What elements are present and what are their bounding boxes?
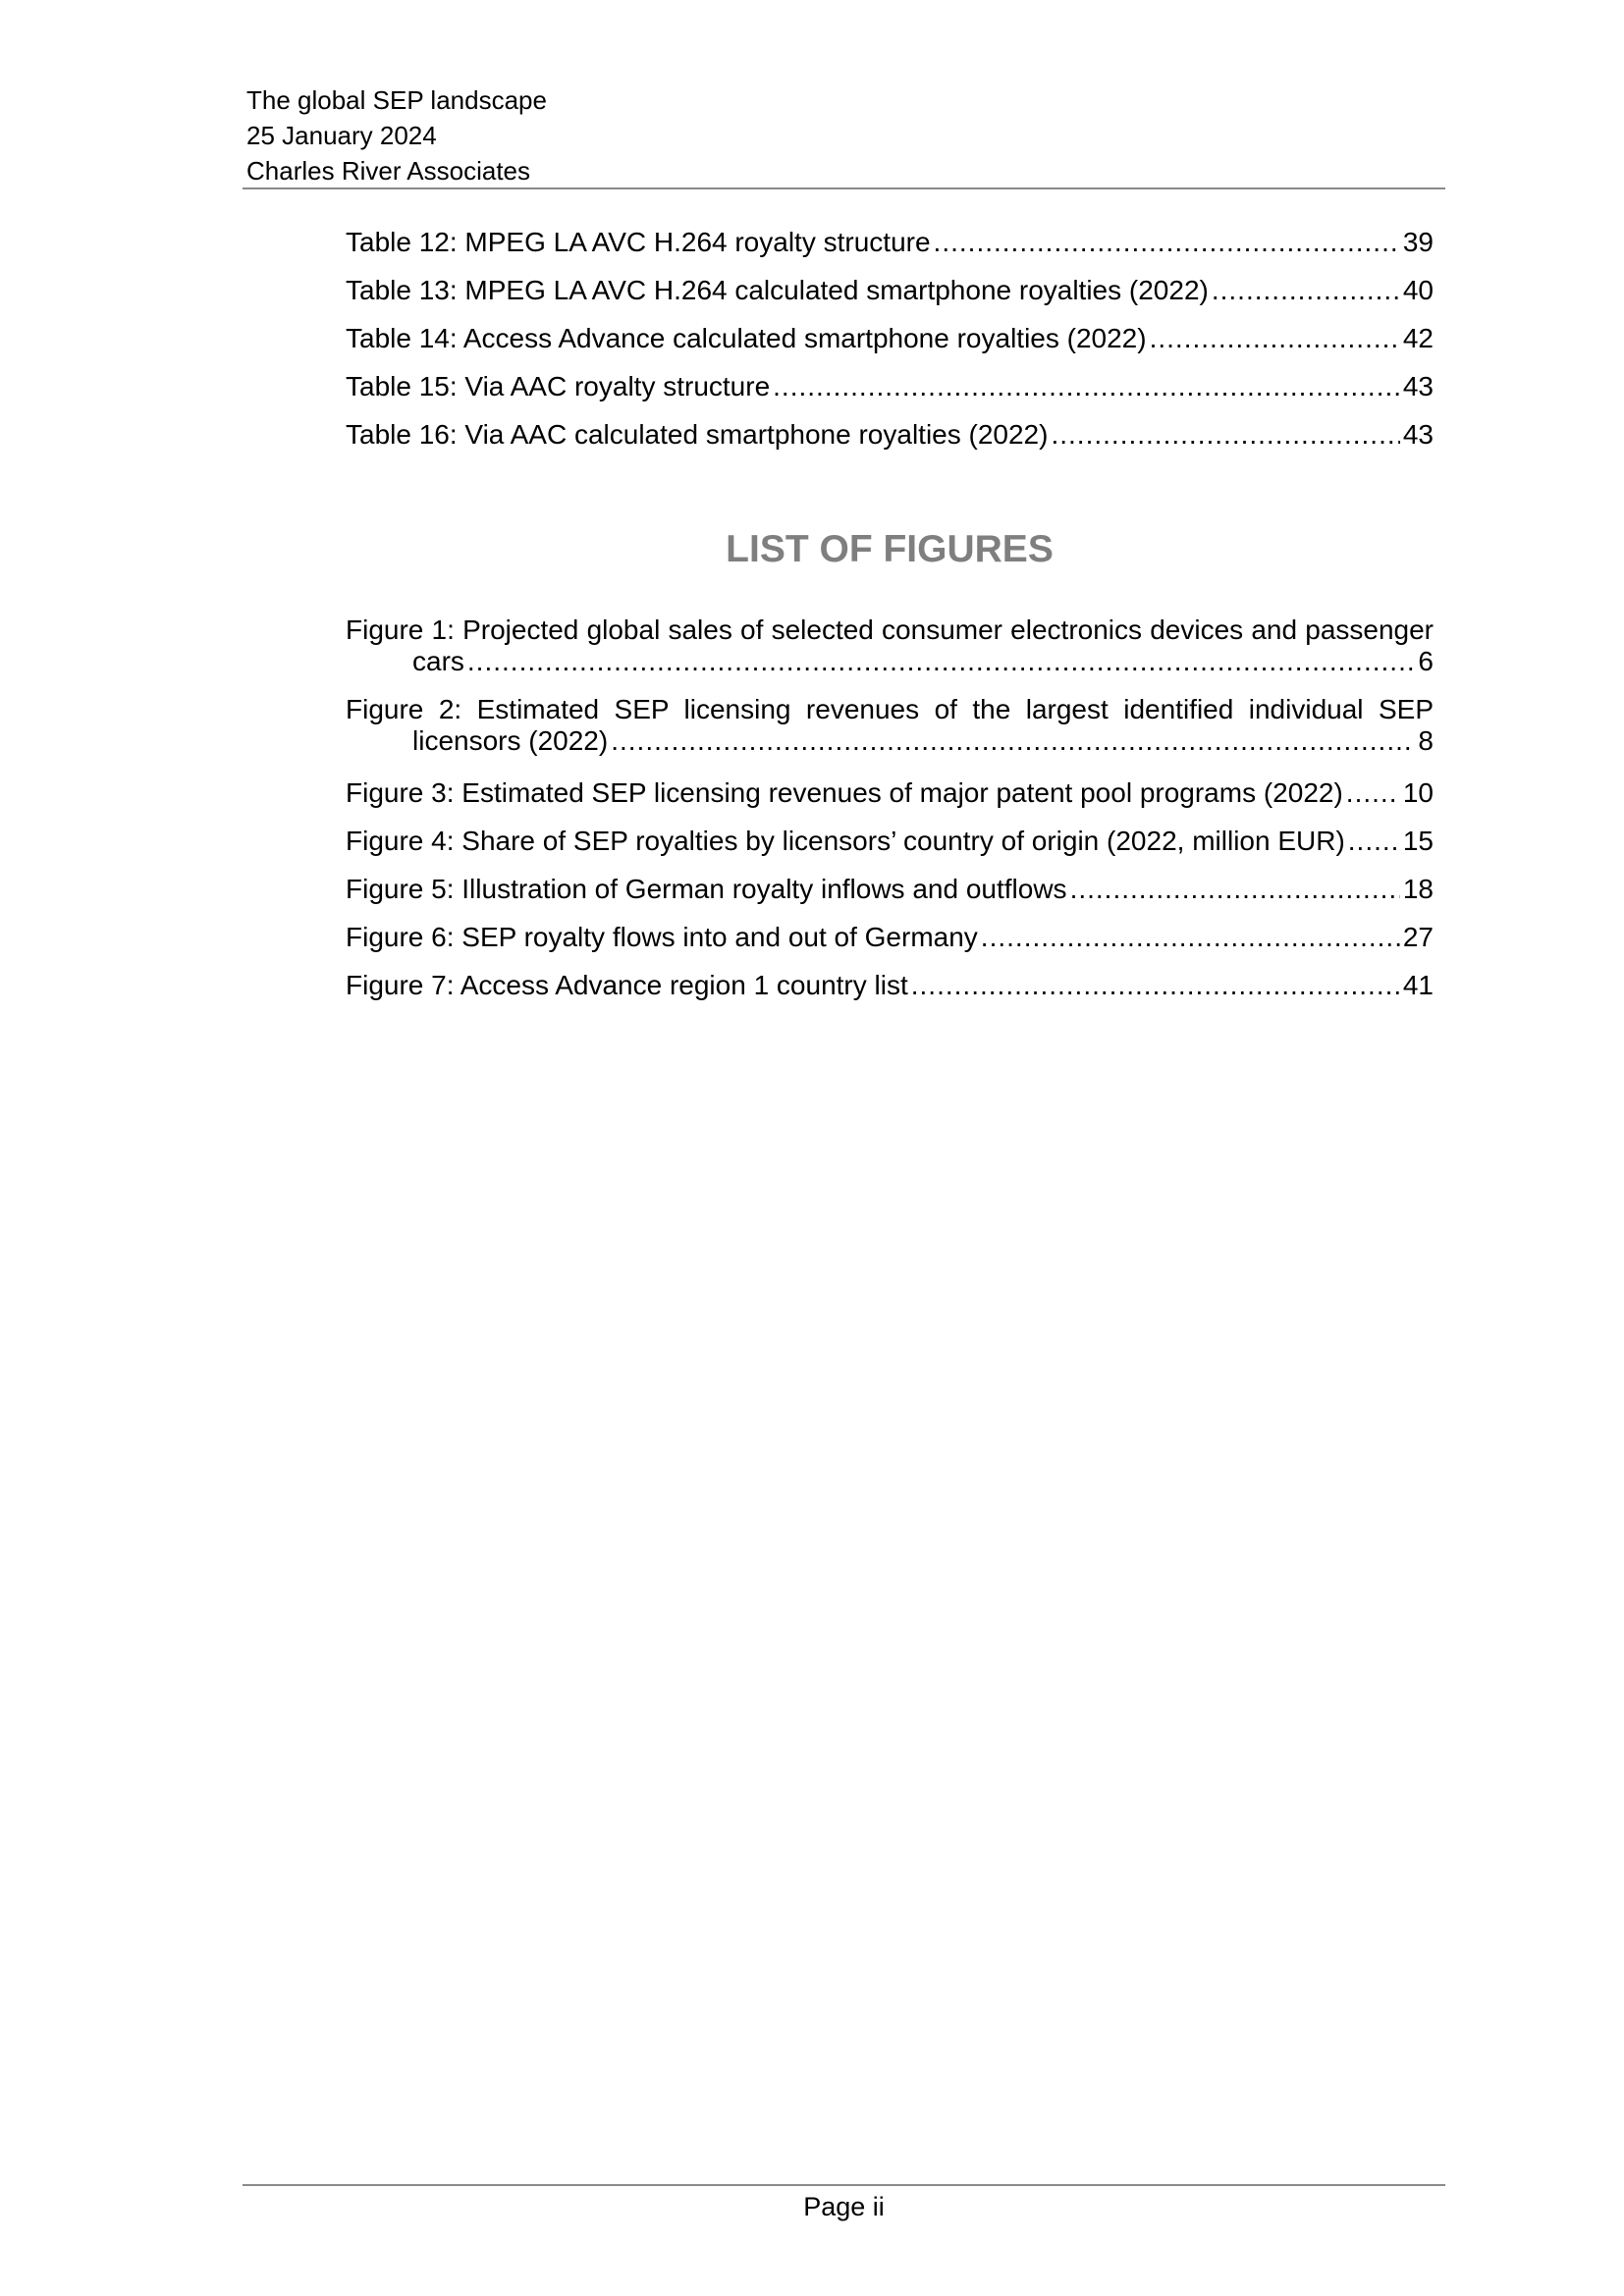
toc-entry-table-12[interactable] (346, 223, 1434, 271)
toc-entry-figure-1[interactable] (346, 614, 1434, 694)
toc-entry-page: 6 (1418, 646, 1434, 676)
toc-entry-page: 27 (1402, 922, 1434, 952)
toc-entry-continuation (346, 646, 1434, 677)
toc-entry-table-14[interactable] (346, 319, 1434, 367)
dot-leader (773, 367, 1400, 406)
dot-leader (981, 918, 1400, 957)
toc-entry-title: Table 15: Via AAC royalty structure (346, 371, 771, 401)
toc-entry-figure-2[interactable] (346, 694, 1434, 774)
dot-leader (1051, 415, 1399, 454)
toc-entry-title: Table 13: MPEG LA AVC H.264 calculated smartphone royalties (2022) (346, 275, 1209, 305)
dot-leader (1346, 774, 1400, 813)
toc-entry-page: 10 (1402, 777, 1434, 808)
toc-entry-page: 40 (1402, 275, 1434, 305)
toc-entry-title: Figure 4: Share of SEP royalties by licensors’ country of origin (2022, million EUR) (346, 826, 1345, 856)
list-of-figures (346, 614, 1434, 1014)
page-number: Page ii (803, 2192, 885, 2221)
list-of-figures-heading: LIST OF FIGURES (726, 528, 1054, 570)
toc-entry-page: 15 (1402, 826, 1434, 856)
footer-divider (243, 2184, 1445, 2186)
toc-entry-title: Figure 7: Access Advance region 1 country list (346, 970, 908, 1000)
dot-leader (467, 646, 1416, 677)
toc-entry-page: 39 (1402, 227, 1434, 257)
toc-entry-continuation (346, 725, 1434, 757)
toc-entry-figure-4[interactable] (346, 822, 1434, 870)
dot-leader (934, 223, 1400, 262)
header-organization: Charles River Associates (246, 156, 530, 186)
dot-leader (611, 725, 1415, 757)
toc-entry-table-16[interactable] (346, 415, 1434, 463)
header-report-title: The global SEP landscape (246, 85, 547, 115)
toc-entry-title: Figure 2: Estimated SEP licensing revenues of the largest identified individual SEP (346, 694, 1434, 724)
dot-leader (1070, 870, 1400, 909)
toc-entry-title: Figure 6: SEP royalty flows into and out of Germany (346, 922, 978, 952)
header-divider (243, 187, 1445, 189)
toc-entry-page: 42 (1402, 323, 1434, 353)
toc-entry-page: 18 (1402, 874, 1434, 904)
page-header (246, 82, 1444, 188)
toc-entry-title: Table 12: MPEG LA AVC H.264 royalty structure (346, 227, 931, 257)
toc-entry-figure-7[interactable] (346, 966, 1434, 1014)
toc-entry-table-15[interactable] (346, 367, 1434, 415)
dot-leader (1348, 822, 1400, 861)
toc-entry-title: Figure 1: Projected global sales of selected consumer electronics devices and passenger (346, 614, 1434, 645)
dot-leader (911, 966, 1400, 1005)
toc-entry-title-continued: cars (412, 646, 464, 676)
list-of-tables (346, 223, 1434, 463)
toc-entry-title: Table 16: Via AAC calculated smartphone royalties (2022) (346, 419, 1049, 450)
dot-leader (1212, 271, 1400, 310)
toc-entry-figure-3[interactable] (346, 774, 1434, 822)
toc-entry-title: Figure 5: Illustration of German royalty inflows and outflows (346, 874, 1067, 904)
dot-leader (1150, 319, 1400, 358)
toc-entry-page: 43 (1402, 419, 1434, 450)
toc-entry-page: 41 (1402, 970, 1434, 1000)
toc-entry-table-13[interactable] (346, 271, 1434, 319)
toc-entry-title: Table 14: Access Advance calculated smartphone royalties (2022) (346, 323, 1147, 353)
toc-entry-figure-5[interactable] (346, 870, 1434, 918)
toc-entry-title: Figure 3: Estimated SEP licensing revenues of major patent pool programs (2022) (346, 777, 1343, 808)
toc-entry-page: 8 (1418, 725, 1434, 756)
toc-entry-page: 43 (1402, 371, 1434, 401)
header-date: 25 January 2024 (246, 121, 437, 150)
toc-entry-title-continued: licensors (2022) (412, 725, 609, 756)
toc-entry-figure-6[interactable] (346, 918, 1434, 966)
